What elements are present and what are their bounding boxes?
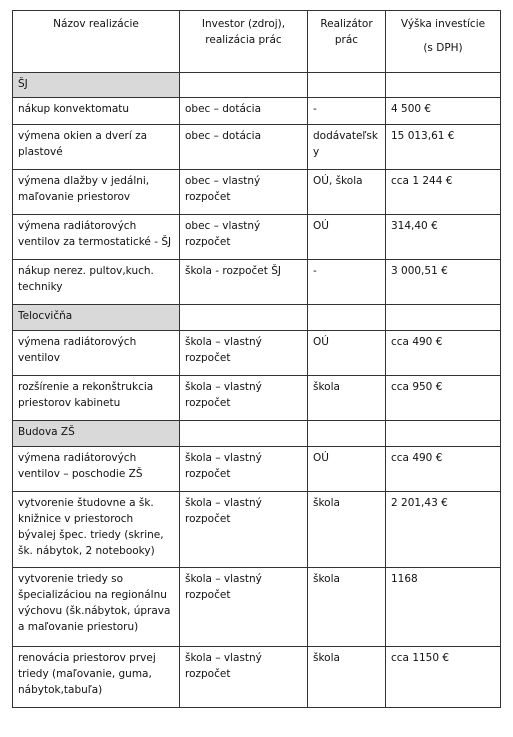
cell-amount: 15 013,61 € <box>386 125 501 170</box>
empty-cell <box>308 421 386 447</box>
table-row <box>13 447 501 492</box>
cell-investor: škola – vlastný rozpočet <box>180 376 308 421</box>
table-row <box>13 215 501 260</box>
cell-investor: obec – dotácia <box>180 98 308 125</box>
cell-amount: cca 950 € <box>386 376 501 421</box>
header-row <box>13 11 501 73</box>
empty-cell <box>308 305 386 331</box>
empty-cell <box>386 305 501 331</box>
cell-investor: škola – vlastný rozpočet <box>180 331 308 376</box>
cell-investor: obec – dotácia <box>180 125 308 170</box>
empty-cell <box>386 421 501 447</box>
cell-contractor: škola <box>308 492 386 568</box>
section-row-telocvicna <box>13 305 501 331</box>
header-name <box>13 11 180 73</box>
cell-contractor: OÚ, škola <box>308 170 386 215</box>
cell-name: výmena radiátorových ventilov – poschodie ZŠ <box>13 447 180 492</box>
cell-name-text: nákup konvektomatu <box>18 103 130 115</box>
cell-investor: obec – vlastný rozpočet <box>180 215 308 260</box>
header-investor-line1: Investor (zdroj), <box>201 18 286 30</box>
cell-investor: škola – vlastný rozpočet <box>180 568 308 647</box>
cell-contractor: - <box>308 98 386 125</box>
cell-investor: obec – vlastný rozpočet <box>180 170 308 215</box>
header-investor <box>180 11 308 73</box>
investment-table <box>12 10 501 708</box>
cell-contractor: dodávateľsky <box>308 125 386 170</box>
cell-investor: škola – vlastný rozpočet <box>180 447 308 492</box>
cell-name: výmena radiátorových ventilov za termostatické - ŠJ <box>13 215 180 260</box>
empty-cell <box>180 421 308 447</box>
table-row <box>13 492 501 568</box>
cell-investor: škola – vlastný rozpočet <box>180 647 308 708</box>
cell-name: výmena okien a dverí za plastové <box>13 125 180 170</box>
cell-investor: škola - rozpočet ŠJ <box>180 260 308 305</box>
header-contractor <box>308 11 386 73</box>
table-row <box>13 170 501 215</box>
section-title: ŠJ <box>13 73 180 98</box>
cell-amount: 2 201,43 € <box>386 492 501 568</box>
cell-contractor: OÚ <box>308 447 386 492</box>
header-contractor-line1: Realizátor <box>320 18 373 30</box>
table-row <box>13 98 501 125</box>
cell-contractor: OÚ <box>308 331 386 376</box>
section-row-sj <box>13 73 501 98</box>
cell-name: vytvorenie triedy so špecializáciou na regionálnu výchovu (šk.nábytok, úprava a maľovanie priestoru) <box>13 568 180 647</box>
cell-contractor: OÚ <box>308 215 386 260</box>
header-investor-line2: realizácia prác <box>205 34 282 46</box>
cell-name: rozšírenie a rekonštrukcia priestorov kabinetu <box>13 376 180 421</box>
empty-cell <box>180 73 308 98</box>
cell-amount: 1168 <box>386 568 501 647</box>
cell-amount: cca 1150 € <box>386 647 501 708</box>
table-row <box>13 647 501 708</box>
header-name-text: Názov realizácie <box>53 18 139 30</box>
section-title: Telocvičňa <box>13 305 180 331</box>
table-row <box>13 331 501 376</box>
section-title: Budova ZŠ <box>13 421 180 447</box>
cell-contractor: škola <box>308 647 386 708</box>
cell-name: renovácia priestorov prvej triedy (maľovanie, guma, nábytok,tabuľa) <box>13 647 180 708</box>
cell-name: nákup nerez. pultov,kuch. techniky <box>13 260 180 305</box>
table-row <box>13 125 501 170</box>
header-amount-line2: (s DPH) <box>423 42 463 54</box>
header-contractor-line2: prác <box>334 34 359 46</box>
table-row <box>13 376 501 421</box>
cell-contractor: - <box>308 260 386 305</box>
table-row <box>13 260 501 305</box>
cell-name: výmena radiátorových ventilov <box>13 331 180 376</box>
header-amount <box>386 11 501 73</box>
cell-name <box>13 98 180 125</box>
empty-cell <box>308 73 386 98</box>
cell-amount: cca 490 € <box>386 447 501 492</box>
cell-amount: 3 000,51 € <box>386 260 501 305</box>
cell-contractor: škola <box>308 568 386 647</box>
cell-amount: 314,40 € <box>386 215 501 260</box>
table-row <box>13 568 501 647</box>
header-amount-line1: Výška investície <box>400 18 486 30</box>
cell-name: výmena dlažby v jedálni, maľovanie priestorov <box>13 170 180 215</box>
empty-cell <box>386 73 501 98</box>
section-row-budova-zs <box>13 421 501 447</box>
cell-amount: cca 490 € <box>386 331 501 376</box>
cell-amount: 4 500 € <box>386 98 501 125</box>
cell-contractor: škola <box>308 376 386 421</box>
cell-investor: škola – vlastný rozpočet <box>180 492 308 568</box>
cell-amount: cca 1 244 € <box>386 170 501 215</box>
empty-cell <box>180 305 308 331</box>
cell-name: vytvorenie študovne a šk. knižnice v priestoroch bývalej špec. triedy (skrine, šk. nábytok, 2 notebooky) <box>13 492 180 568</box>
